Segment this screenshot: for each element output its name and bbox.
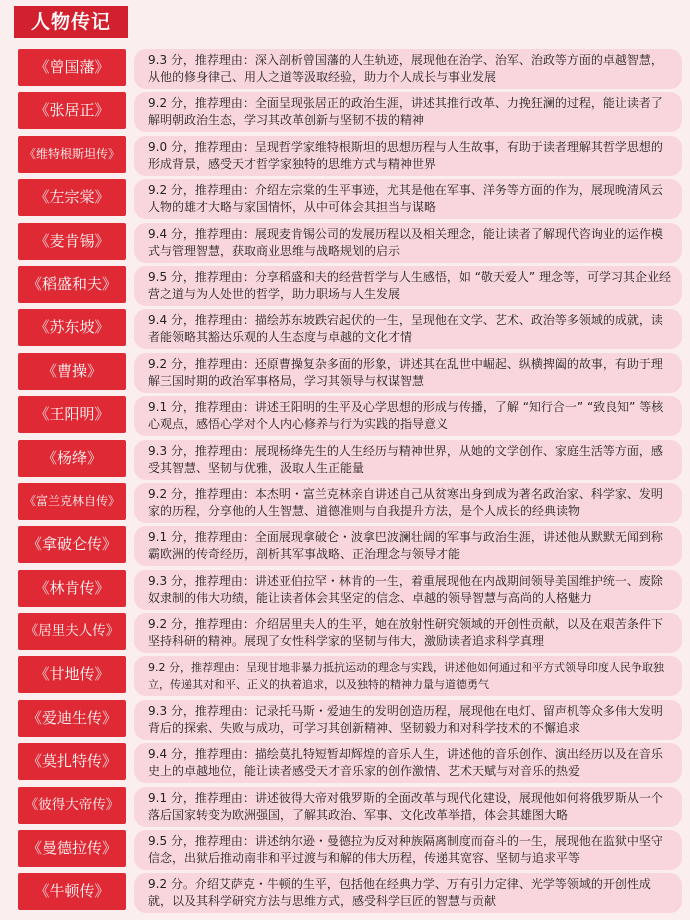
book-description: 9.1 分，推荐理由：讲述彼得大帝对俄罗斯的全面改革与现代化建设，展现他如何将俄罗斯从一个落后国家转变为欧洲强国，了解其政治、军事、文化改革举措，体会其雄图大略 xyxy=(134,787,682,827)
book-description: 9.1 分，推荐理由：全面展现拿破仑・波拿巴波澜壮阔的军事与政治生涯，讲述他从默默无闻到称霸欧洲的传奇经历，剖析其军事战略、正治理念与领导才能 xyxy=(134,526,682,566)
book-row xyxy=(18,743,682,783)
book-description: 9.0 分，推荐理由：呈现哲学家维特根斯坦的思想历程与人生故事，有助于读者理解其哲学思想的形成背景，感受天才哲学家独特的思维方式与精神世界 xyxy=(134,136,682,176)
book-row xyxy=(18,266,682,306)
book-title: 《牛顿传》 xyxy=(18,873,126,910)
book-title: 《拿破仑传》 xyxy=(18,526,126,563)
book-row xyxy=(18,483,682,523)
book-description: 9.2 分，推荐理由：全面呈现张居正的政治生涯，讲述其推行改革、力挽狂澜的过程，能让读者了解明朝政治生态，学习其改革创新与坚韧不拔的精神 xyxy=(134,92,682,132)
book-description: 9.3 分，推荐理由：展现杨绛先生的人生经历与精神世界，从她的文学创作、家庭生活等方面，感受其智慧、坚韧与优雅，汲取人生正能量 xyxy=(134,440,682,480)
book-title: 《张居正》 xyxy=(18,92,126,129)
book-title: 《居里夫人传》 xyxy=(18,613,126,650)
book-title: 《苏东坡》 xyxy=(18,309,126,346)
book-title: 《莫扎特传》 xyxy=(18,743,126,780)
book-description: 9.3 分，推荐理由：讲述亚伯拉罕・林肯的一生，着重展现他在内战期间领导美国维护统一、废除奴隶制的伟大功绩，能让读者体会其坚定的信念、卓越的领导智慧与高尚的人格魅力 xyxy=(134,570,682,610)
book-row xyxy=(18,396,682,436)
book-title: 《杨绛》 xyxy=(18,440,126,477)
book-title: 《甘地传》 xyxy=(18,656,126,693)
book-row xyxy=(18,873,682,913)
book-title: 《富兰克林自传》 xyxy=(18,483,126,520)
book-title: 《曾国藩》 xyxy=(18,49,126,86)
book-row xyxy=(18,656,682,696)
book-row xyxy=(18,570,682,610)
book-description: 9.2 分，推荐理由：呈现甘地非暴力抵抗运动的理念与实践，讲述他如何通过和平方式领导印度人民争取独立，传递其对和平、正义的执着追求，以及独特的精神力量与道德勇气 xyxy=(134,656,682,696)
book-row xyxy=(18,179,682,219)
book-description: 9.2 分，推荐理由：介绍居里夫人的生平，她在放射性研究领域的开创性贡献，以及在艰苦条件下坚持科研的精神。展现了女性科学家的坚韧与伟大，激励读者追求科学真理 xyxy=(134,613,682,653)
book-description: 9.3 分，推荐理由：深入剖析曾国藩的人生轨迹，展现他在治学、治军、治政等方面的卓越智慧，从他的修身律己、用人之道等汲取经验，助力个人成长与事业发展 xyxy=(134,49,682,89)
book-title: 《稻盛和夫》 xyxy=(18,266,126,303)
book-row xyxy=(18,136,682,176)
book-description: 9.2 分，推荐理由：介绍左宗棠的生平事迹，尤其是他在军事、洋务等方面的作为，展现晚清风云人物的雄才大略与家国情怀，从中可体会其担当与谋略 xyxy=(134,179,682,219)
book-description: 9.5 分，推荐理由：讲述纳尔逊・曼德拉为反对种族隔离制度而奋斗的一生，展现他在监狱中坚守信念，出狱后推动南非和平过渡与和解的伟大历程，传递其宽容、坚韧与追求平等 xyxy=(134,830,682,870)
book-row xyxy=(18,787,682,827)
book-description: 9.4 分，推荐理由：描绘苏东坡跌宕起伏的一生，呈现他在文学、艺术、政治等多领域的成就，读者能领略其豁达乐观的人生态度与卓越的文化才情 xyxy=(134,309,682,349)
book-row xyxy=(18,92,682,132)
book-list xyxy=(18,49,682,917)
book-row xyxy=(18,700,682,740)
book-row xyxy=(18,526,682,566)
book-description: 9.2 分。介绍艾萨克・牛顿的生平，包括他在经典力学、万有引力定律、光学等领域的开创性成就，以及其科学研究方法与思维方式，感受科学巨匠的智慧与贡献 xyxy=(134,873,682,913)
section-title: 人物传记 xyxy=(14,6,128,38)
book-title: 《王阳明》 xyxy=(18,396,126,433)
book-row xyxy=(18,223,682,263)
book-row xyxy=(18,353,682,393)
book-description: 9.5 分，推荐理由：分享稻盛和夫的经营哲学与人生感悟，如 “敬天爱人” 理念等，可学习其企业经营之道与为人处世的哲学，助力职场与人生发展 xyxy=(134,266,682,306)
book-description: 9.1 分，推荐理由：讲述王阳明的生平及心学思想的形成与传播，了解 “知行合一” “致良知” 等核心观点，感悟心学对个人内心修养与行为实践的指导意义 xyxy=(134,396,682,436)
book-title: 《林肯传》 xyxy=(18,570,126,607)
book-title: 《麦肯锡》 xyxy=(18,223,126,260)
book-title: 《左宗棠》 xyxy=(18,179,126,216)
book-title: 《爱迪生传》 xyxy=(18,700,126,737)
book-row xyxy=(18,49,682,89)
book-description: 9.4 分，推荐理由：描绘莫扎特短暂却辉煌的音乐人生，讲述他的音乐创作、演出经历以及在音乐史上的卓越地位，能让读者感受天才音乐家的创作激情、艺术天赋与对音乐的热爱 xyxy=(134,743,682,783)
book-description: 9.2 分，推荐理由：本杰明・富兰克林亲自讲述自己从贫寒出身到成为著名政治家、科学家、发明家的历程，分享他的人生智慧、道德准则与自我提升方法，是个人成长的经典读物 xyxy=(134,483,682,523)
book-description: 9.2 分，推荐理由：还原曹操复杂多面的形象，讲述其在乱世中崛起、纵横捭阖的故事，有助于理解三国时期的政治军事格局，学习其领导与权谋智慧 xyxy=(134,353,682,393)
book-title: 《维特根斯坦传》 xyxy=(18,136,126,173)
book-title: 《曼德拉传》 xyxy=(18,830,126,867)
book-title: 《曹操》 xyxy=(18,353,126,390)
book-row xyxy=(18,830,682,870)
book-row xyxy=(18,309,682,349)
book-description: 9.3 分，推荐理由：记录托马斯・爱迪生的发明创造历程，展现他在电灯、留声机等众多伟大发明背后的探索、失败与成功，可学习其创新精神、坚韧毅力和对科学技术的不懈追求 xyxy=(134,700,682,740)
book-title: 《彼得大帝传》 xyxy=(18,787,126,824)
book-row xyxy=(18,440,682,480)
book-description: 9.4 分，推荐理由：展现麦肯锡公司的发展历程以及相关理念，能让读者了解现代咨询业的运作模式与管理智慧，获取商业思维与战略规划的启示 xyxy=(134,223,682,263)
book-row xyxy=(18,613,682,653)
